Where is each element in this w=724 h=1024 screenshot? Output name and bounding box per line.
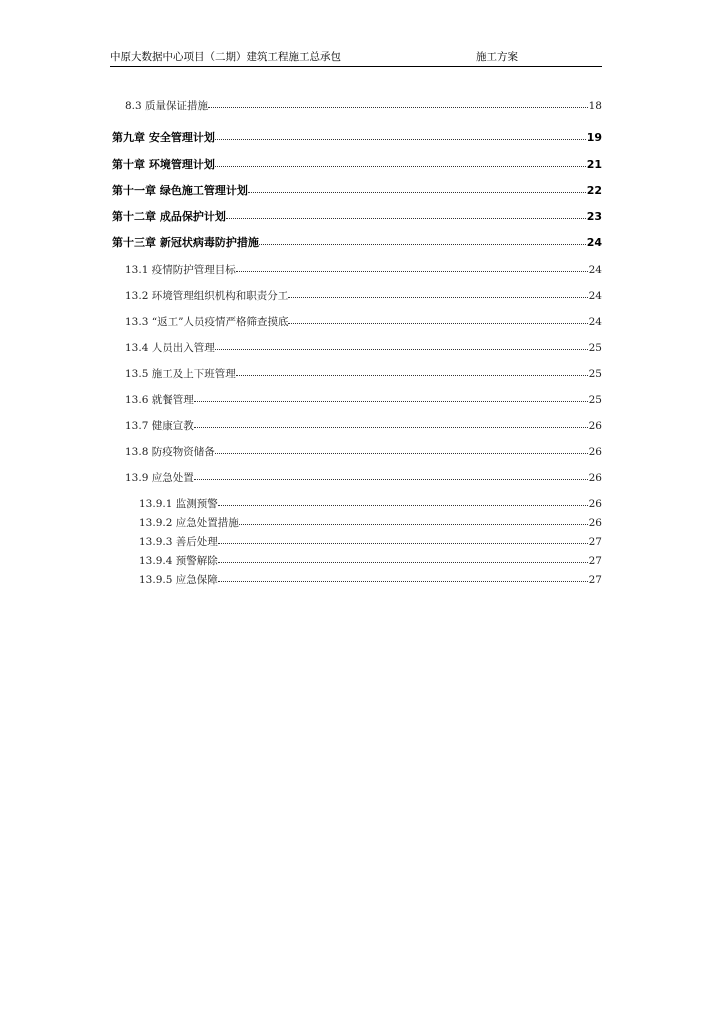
- toc-chapter-entry[interactable]: [112, 182, 602, 198]
- toc-entry-page: 26: [588, 446, 602, 458]
- toc-leader-dots: [288, 287, 587, 299]
- toc-entry-page: 24: [586, 236, 602, 249]
- toc-leader-dots: [215, 339, 588, 351]
- toc-leader-dots: [218, 533, 588, 545]
- toc-leader-dots: [239, 514, 588, 526]
- toc-entry-page: 26: [588, 517, 602, 529]
- toc-entry-page: 18: [588, 100, 602, 112]
- toc-entry-title: 13.9.2 应急处置措施: [139, 517, 239, 529]
- toc-chapter-entry[interactable]: [112, 208, 602, 224]
- toc-chapter-entry[interactable]: [112, 156, 602, 172]
- toc-leader-dots: [194, 417, 588, 429]
- toc-entry[interactable]: [125, 391, 602, 407]
- toc-entry[interactable]: [125, 287, 602, 303]
- header-doc-type: 施工方案: [476, 51, 518, 63]
- toc-entry-page: 25: [588, 342, 602, 354]
- toc-leader-dots: [218, 571, 588, 583]
- toc-entry-title: 13.2 环境管理组织机构和职责分工: [125, 290, 289, 302]
- toc-leader-dots: [194, 469, 588, 481]
- toc-entry-title: 13.8 防疫物资储备: [125, 446, 215, 458]
- toc-entry[interactable]: [125, 469, 602, 485]
- toc-entry-title: 13.9.3 善后处理: [139, 536, 218, 548]
- toc-entry-title: 13.9.5 应急保障: [139, 574, 218, 586]
- toc-entry-title: 13.5 施工及上下班管理: [125, 368, 236, 380]
- toc-entry[interactable]: [125, 313, 602, 329]
- toc-leader-dots: [236, 365, 588, 377]
- toc-entry-title: 13.9 应急处置: [125, 472, 194, 484]
- toc-entry-title: 第十章 环境管理计划: [112, 158, 215, 171]
- toc-leader-dots: [288, 313, 587, 325]
- toc-entry-page: 27: [588, 536, 602, 548]
- toc-subentry[interactable]: [139, 533, 602, 549]
- toc-entry-page: 26: [588, 420, 602, 432]
- toc-chapter-entry[interactable]: [112, 129, 602, 145]
- toc-entry-page: 21: [586, 158, 602, 171]
- toc-entry-page: 19: [586, 131, 602, 144]
- toc-entry-title: 13.7 健康宣教: [125, 420, 194, 432]
- toc-leader-dots: [218, 495, 588, 507]
- toc-entry-page: 22: [586, 184, 602, 197]
- toc-entry-page: 25: [588, 368, 602, 380]
- toc-leader-dots: [259, 234, 586, 246]
- toc-entry-title: 第九章 安全管理计划: [112, 131, 215, 144]
- toc-leader-dots: [208, 97, 588, 109]
- toc-entry-page: 27: [588, 574, 602, 586]
- toc-entry[interactable]: [125, 339, 602, 355]
- toc-leader-dots: [215, 129, 586, 141]
- toc-leader-dots: [215, 156, 586, 168]
- toc-entry-page: 24: [588, 290, 602, 302]
- toc-entry[interactable]: [125, 97, 602, 113]
- toc-leader-dots: [215, 443, 588, 455]
- toc-leader-dots: [218, 552, 588, 564]
- toc-entry[interactable]: [125, 261, 602, 277]
- toc-entry-page: 24: [588, 264, 602, 276]
- toc-subentry[interactable]: [139, 514, 602, 530]
- toc-entry-page: 24: [588, 316, 602, 328]
- toc-entry-title: 13.9.4 预警解除: [139, 555, 218, 567]
- toc-entry-page: 27: [588, 555, 602, 567]
- toc-entry[interactable]: [125, 443, 602, 459]
- toc-entry-title: 13.9.1 监测预警: [139, 498, 218, 510]
- page-header: [110, 50, 602, 67]
- toc-subentry[interactable]: [139, 552, 602, 568]
- toc-leader-dots: [226, 208, 586, 220]
- header-project-title: 中原大数据中心项目（二期）建筑工程施工总承包: [110, 51, 341, 63]
- toc-entry-title: 13.4 人员出入管理: [125, 342, 215, 354]
- toc-entry-page: 25: [588, 394, 602, 406]
- toc-entry-title: 第十二章 成品保护计划: [112, 210, 226, 223]
- toc-entry-page: 26: [588, 472, 602, 484]
- toc-entry[interactable]: [125, 417, 602, 433]
- toc-leader-dots: [248, 182, 586, 194]
- toc-subentry[interactable]: [139, 495, 602, 511]
- toc-leader-dots: [236, 261, 588, 273]
- toc-entry-page: 26: [588, 498, 602, 510]
- toc-entry-title: 第十一章 绿色施工管理计划: [112, 184, 248, 197]
- toc-entry-page: 23: [586, 210, 602, 223]
- toc-subentry[interactable]: [139, 571, 602, 587]
- toc-entry-title: 13.1 疫情防护管理目标: [125, 264, 236, 276]
- toc-entry[interactable]: [125, 365, 602, 381]
- toc-leader-dots: [194, 391, 588, 403]
- toc-entry-title: 第十三章 新冠状病毒防护措施: [112, 236, 259, 249]
- toc-entry-title: 13.3 “返工”人员疫情严格筛查摸底: [125, 316, 289, 328]
- toc-entry-title: 8.3 质量保证措施: [125, 100, 209, 112]
- toc-entry-title: 13.6 就餐管理: [125, 394, 194, 406]
- toc-chapter-entry[interactable]: [112, 234, 602, 250]
